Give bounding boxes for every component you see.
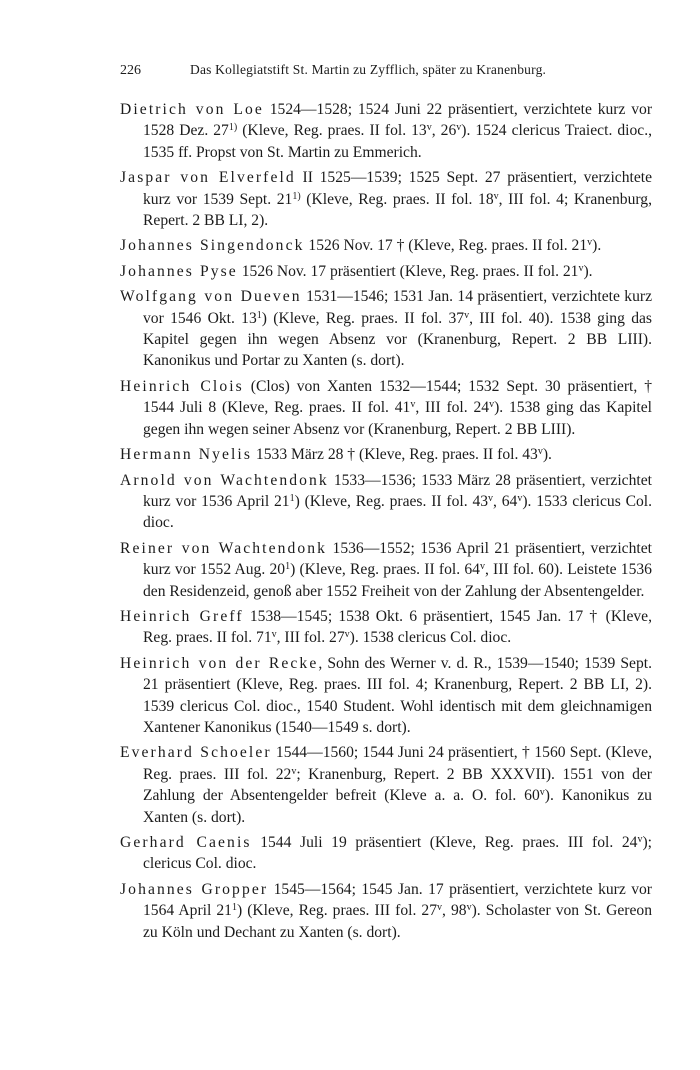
entry bbox=[120, 376, 652, 440]
entry bbox=[120, 606, 652, 649]
entry-text: ). 1524 clericus Traiect. dioc., 1535 ff. Propst von St. Martin zu Emmerich. bbox=[143, 122, 653, 161]
running-title: Das Kollegiatstift St. Martin zu Zyfflich, später zu Kranenburg. bbox=[190, 62, 547, 77]
entry-text: ). Scholaster von St. Gereon zu Köln und Dechant zu Xanten (s. dort). bbox=[143, 902, 653, 941]
entry-text: ) (Kleve, Reg. praes. II fol. 64 bbox=[290, 561, 480, 579]
entry-text: 1538—1545; 1538 Okt. 6 präsentiert, 1545 Jan. 17 † (Kleve, Reg. praes. II fol. 71 bbox=[143, 607, 652, 647]
entry-text: ). bbox=[542, 446, 552, 464]
entry-text: ) (Kleve, Reg. praes. II fol. 43 bbox=[294, 492, 489, 510]
page-number: 226 bbox=[120, 63, 141, 78]
superscript: v bbox=[271, 629, 277, 641]
entry-name: Everhard Schoeler bbox=[120, 744, 272, 762]
entry-text: ). 1533 clericus Col. dioc. bbox=[143, 492, 653, 532]
superscript: v bbox=[517, 492, 523, 504]
entry bbox=[120, 538, 652, 602]
entry-name: Heinrich Greff bbox=[120, 607, 244, 625]
entry bbox=[120, 653, 652, 739]
entry-text: , 64 bbox=[493, 492, 518, 510]
superscript: v bbox=[291, 765, 297, 777]
entry-text: 1545—1564; 1545 Jan. 17 präsentiert, verzichtete kurz vor 1564 April 21 bbox=[143, 880, 652, 920]
entry-text: ). Kanonikus zu Xanten (s. dort). bbox=[143, 787, 652, 826]
entry-text: , III fol. 27 bbox=[276, 629, 345, 647]
entry bbox=[120, 832, 652, 875]
entry-name: Heinrich von der Recke bbox=[120, 654, 319, 672]
superscript: 1) bbox=[292, 190, 301, 202]
entry-name: Dietrich von Loe bbox=[120, 101, 264, 118]
entry-name: Arnold von Wachtendonk bbox=[120, 471, 329, 489]
entry-list bbox=[120, 99, 652, 947]
entry-text: 1524—1528; 1524 Juni 22 präsentiert, verzichtete kurz vor 1528 Dez. 27 bbox=[143, 101, 653, 140]
entry-name: Heinrich Clois bbox=[120, 377, 244, 395]
entry-text: 1526 Nov. 17 präsentiert (Kleve, Reg. praes. II fol. 21 bbox=[237, 262, 579, 280]
entry-text: , III fol. 60). Leistete 1536 den Residenzeid, genoß aber 1552 Freiheit von der Zahlung der Absentengelder. bbox=[143, 561, 652, 600]
entry-text: , Sohn des Werner v. d. R., 1539—1540; 1539 Sept. 21 präsentiert (Kleve, Reg. praes. III fol. 4; Kranenburg, Repert. 2 BB LI, 2). 1539 clericus Col. dioc., 1540 Student. Wohl identisch mit dem gleichnamigen Xantener Kanonikus (1540—1549 s. dort). bbox=[143, 654, 653, 736]
entry bbox=[120, 879, 652, 943]
superscript: v bbox=[410, 399, 416, 411]
entry-text: II 1525—1539; 1525 Sept. 27 präsentiert, verzichtete kurz vor 1539 Sept. 21 bbox=[143, 169, 653, 208]
entry-text: ); clericus Col. dioc. bbox=[143, 834, 653, 873]
entry bbox=[120, 261, 652, 282]
superscript: v bbox=[537, 446, 543, 458]
superscript: v bbox=[437, 902, 443, 914]
entry-text: 1544 Juli 19 präsentiert (Kleve, Reg. praes. III fol. 24 bbox=[251, 834, 638, 851]
entry-text: 1544—1560; 1544 Juni 24 präsentiert, † 1560 Sept. (Kleve, Reg. praes. III fol. 22 bbox=[143, 744, 652, 783]
running-header bbox=[120, 62, 652, 79]
entry-name: Johannes Singendonck bbox=[120, 237, 305, 255]
entry-text: ). bbox=[583, 262, 593, 280]
entry-text: 1536—1552; 1536 April 21 präsentiert, verzichtet kurz vor 1552 Aug. 20 bbox=[143, 539, 652, 579]
entry-text: , 98 bbox=[442, 902, 467, 920]
entry-text: 1533 März 28 † (Kleve, Reg. praes. II fol. 43 bbox=[252, 446, 538, 464]
superscript: v bbox=[637, 834, 643, 845]
entry-text: ; Kranenburg, Repert. 2 BB XXXVII). 1551 von der Zahlung der Absentengelder befreit (Kleve a. a. O. fol. 60 bbox=[143, 765, 652, 805]
entry bbox=[120, 99, 652, 163]
superscript: v bbox=[587, 237, 593, 249]
superscript: 1 bbox=[256, 309, 262, 321]
superscript: v bbox=[489, 399, 495, 411]
entry-text: , 26 bbox=[431, 122, 457, 140]
superscript: v bbox=[493, 190, 499, 202]
superscript: 1) bbox=[228, 122, 238, 134]
entry bbox=[120, 167, 652, 231]
entry-text: ). 1538 clericus Col. dioc. bbox=[349, 629, 512, 647]
entry-text: 1531—1546; 1531 Jan. 14 präsentiert, verzichtete kurz vor 1546 Okt. 13 bbox=[143, 288, 652, 327]
entry-name: Jaspar von Elverfeld bbox=[120, 169, 296, 187]
entry bbox=[120, 235, 652, 256]
superscript: 1 bbox=[285, 561, 291, 573]
entry bbox=[120, 444, 652, 465]
entry-text: (Kleve, Reg. praes. II fol. 13 bbox=[237, 122, 427, 140]
entry-name: Wolfgang von Dueven bbox=[120, 288, 302, 306]
entry-text: ) (Kleve, Reg. praes. II fol. 37 bbox=[261, 309, 465, 327]
superscript: v bbox=[344, 629, 350, 641]
entry bbox=[120, 470, 652, 534]
superscript: v bbox=[464, 309, 470, 321]
entry-name: Johannes Gropper bbox=[120, 880, 269, 898]
entry bbox=[120, 742, 652, 828]
superscript: v bbox=[578, 262, 584, 274]
entry-name: Hermann Nyelis bbox=[120, 446, 253, 464]
entry-text: , III fol. 4; Kranenburg, Repert. 2 BB LI, 2). bbox=[143, 190, 652, 230]
superscript: v bbox=[488, 492, 494, 504]
superscript: v bbox=[539, 787, 545, 799]
superscript: v bbox=[466, 902, 472, 914]
entry-text: ). 1538 ging das Kapitel gegen ihn wegen seiner Absenz vor (Kranenburg, Repert. 2 BB LIII). bbox=[143, 399, 653, 438]
entry-text: 1526 Nov. 17 † (Kleve, Reg. praes. II fol. 21 bbox=[304, 237, 588, 255]
entry-text: ) (Kleve, Reg. praes. III fol. 27 bbox=[236, 902, 438, 920]
entry bbox=[120, 286, 652, 372]
entry-name: Gerhard Caenis bbox=[120, 834, 252, 851]
entry-text: (Clos) von Xanten 1532—1544; 1532 Sept. 30 präsentiert, † 1544 Juli 8 (Kleve, Reg. praes. II fol. 41 bbox=[143, 377, 652, 417]
entry-text: , III fol. 40). 1538 ging das Kapitel gegen ihn wegen Absenz vor (Kranenburg, Repert. 2 BB LIII). Kanonikus und Portar zu Xanten (s. dort). bbox=[143, 309, 652, 370]
superscript: 1 bbox=[231, 902, 237, 914]
entry-name: Johannes Pyse bbox=[120, 262, 238, 280]
superscript: v bbox=[479, 561, 485, 573]
entry-text: 1533—1536; 1533 März 28 präsentiert, verzichtet kurz vor 1536 April 21 bbox=[143, 471, 652, 510]
superscript: 1 bbox=[289, 492, 295, 504]
superscript: v bbox=[456, 122, 462, 134]
entry-text: , III fol. 24 bbox=[415, 399, 490, 417]
entry-text: (Kleve, Reg. praes. II fol. 18 bbox=[300, 190, 494, 208]
entry-name: Reiner von Wachtendonk bbox=[120, 539, 328, 557]
entry-text: ). bbox=[592, 237, 602, 255]
superscript: v bbox=[426, 122, 432, 134]
